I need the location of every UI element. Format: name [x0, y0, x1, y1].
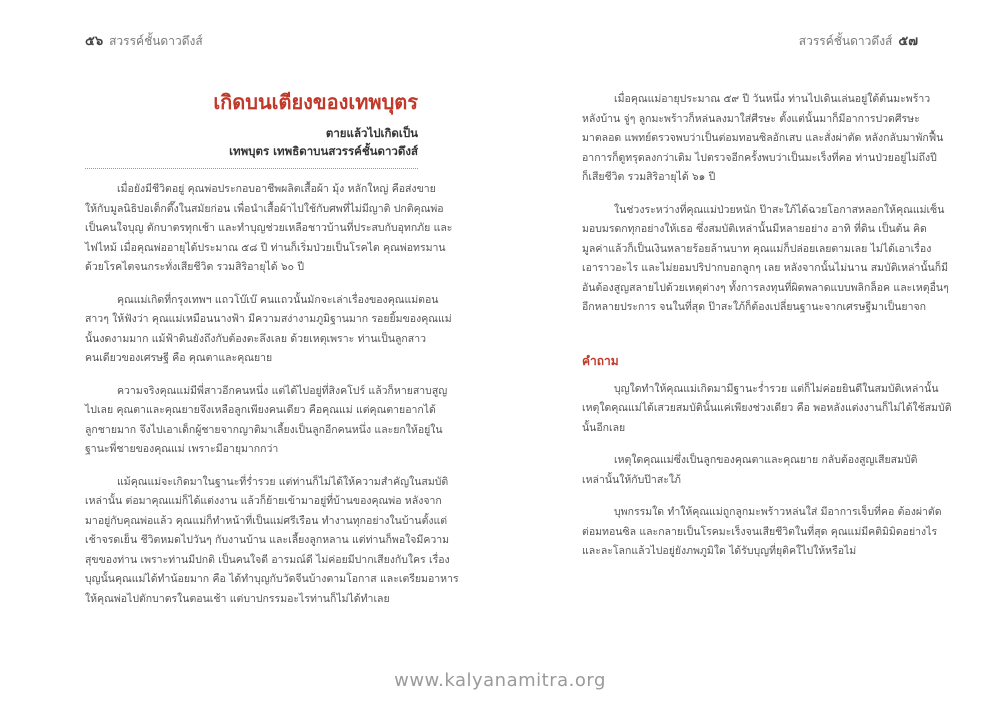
paragraph: บุพกรรมใด ทำให้คุณแม่ถูกลูกมะพร้าวหล่นใส่ มีอาการเจ็บที่คอ ต้องผ่าตัด ต่อมทอนซิล และกลายเป็นโรคมะเร็งจนเสียชีวิตในที่สุด คุณแม่มีคติมิมิดอย่างไร และละโลกแล้วไปอยู่ยังภพภูมิใด ได้รับบุญที่ยุติคใไปให้หรือไม่ [582, 506, 942, 557]
left-page-number: ๕๖ [85, 34, 104, 49]
right-page [500, 0, 1000, 707]
chapter-subtitle-line-1: ตายแล้วไปเกิดเป็น [325, 126, 418, 140]
chapter-title: เกิดบนเตียงของเทพบุตร [213, 90, 418, 114]
right-running-head [799, 30, 918, 51]
website-watermark: www.kalyanamitra.org [394, 670, 606, 691]
paragraph: ในช่วงระหว่างที่คุณแม่ป่วยหนัก ป๊าสะใภ้ได้ฉวยโอกาสหลอกให้คุณแม่เซ็น มอบมรดกทุกอย่างให้เธอ ซึ่งสมบัติเหล่านั้นมีหลายอย่าง อาทิ ที่ดิน เป็นต้น คิด มูลค่าแล้วก็เป็นเงินหลายร้อยล้านบาท คุณแม่ก็ปล่อยเลยตามเลย ไม่ได้เอาเรื่อง เอาราวอะไร และไม่ยอมปริปากบอกลูกๆ เลย หลังจากนั้นไม่นาน สมบัติเหล่านั้นก็มี อันต้องสูญสลายไปด้วยเหตุต่างๆ ทั้งการลงทุนที่ผิดพลาดแบบพลิกล็อค และเหตุอื่นๆ อีกหลายประการ จนในที่สุด ป๊าสะใภ้ก็ต้องเปลี่ยนฐานะจากเศรษฐีมาเป็นยาจก [582, 203, 949, 313]
paragraph: แม้คุณแม่จะเกิดมาในฐานะที่ร่ำรวย แต่ท่านก็ไม่ได้ให้ความสำคัญในสมบัติ เหล่านั้น ต่อมาคุณแม่ก็ได้แต่งงาน แล้วก็ย้ายเข้ามาอยู่ที่บ้านของคุณพ่อ หลังจาก มาอยู่กับคุณพ่อแล้ว คุณแม่ก็ทำหน้าที่เป็นแม่ศรีเรือน ทำงานทุกอย่างในบ้านตั้งแต่ เช้าจรดเย็น ชีวิตหมดไปวันๆ กับงานบ้าน และเลี้ยงลูกหลาน แต่ท่านก็พอใจมีความ สุขของท่าน เพราะท่านมีปกติ เป็นคนใจดี อารมณ์ดี ไม่ค่อยมีปากเสียงกับใคร เรื่อง บุญนั้นคุณแม่ได้ทำน้อยมาก คือ ได้ทำบุญกับวัดจีนบ้างตามโอกาส และเตรียมอาหาร ให้คุณพ่อไปตักบาตรในตอนเช้า แต่บาปกรรมอะไรท่านก็ไม่ได้ทำเลย [85, 475, 459, 605]
chapter-header [85, 88, 418, 169]
paragraph: เหตุใดคุณแม่ซึ่งเป็นลูกของคุณตาและคุณยาย กลับต้องสูญเสียสมบัติ เหล่านั้นให้กับป๊าสะใภ้ [582, 454, 918, 486]
left-body-text [85, 180, 459, 622]
right-running-title: สวรรค์ชั้นดาวดึงส์ [798, 34, 893, 48]
dotted-divider [85, 168, 418, 169]
right-page-number: ๕๗ [898, 34, 918, 49]
chapter-subtitle-line-2: เทพบุตร เทพธิดาบนสวรรค์ชั้นดาวดึงส์ [229, 144, 418, 158]
left-running-title: สวรรค์ชั้นดาวดึงส์ [109, 34, 203, 48]
paragraph: คุณแม่เกิดที่กรุงเทพฯ แถวโบ๊เบ๊ คนแถวนั้นมักจะเล่าเรื่องของคุณแม่ตอน สาวๆ ให้ฟังว่า คุณแม่เหมือนนางฟ้า มีความสง่างามภูมิฐานมาก รอยยิ้มของคุณแม่ นั้นงดงามมาก แม้ฟ้าดินยังถึงกับต้องตะลึงเลย ด้วยเหตุเพราะ ท่านเป็นลูกสาว คนเดียวของเศรษฐี คือ คุณตาและคุณยาย [85, 293, 452, 364]
right-body-text [582, 90, 952, 575]
left-running-head [85, 30, 203, 51]
paragraph: ความจริงคุณแม่มีพี่สาวอีกคนหนึ่ง แต่ได้ไปอยู่ที่สิงคโปร์ แล้วก็หายสาบสูญ ไปเลย คุณตาและคุณยายจึงเหลือลูกเพียงคนเดียว คือคุณแม่ แต่คุณตายอากได้ ลูกชายมาก จึงไปเอาเด็กผู้ชายจากญาติมาเลี้ยงเป็นลูกอีกคนหนึ่ง และยกให้อยู่ใน ฐานะพี่ชายของคุณแม่ เพราะมีอายุมากกว่า [85, 384, 448, 455]
paragraph: เมื่อยังมีชีวิตอยู่ คุณพ่อประกอบอาชีพผลิตเสื้อผ้า มุ้ง หลักใหญ่ คือส่งขาย ให้กับมูลนิธิปอเต็กตึ๊งในสมัยก่อน เพื่อนำเสื้อผ้าไปใช้กับศพที่ไม่มีญาติ ปกติคุณพ่อ เป็นคนใจบุญ ตักบาตรทุกเช้า และทำบุญช่วยเหลือชาวบ้านที่ประสบกับอุทกภัย และ ไฟไหม้ เมื่อคุณพ่ออายุได้ประมาณ ๕๘ ปี ท่านก็เริ่มป่วยเป็นโรคไต คุณพ่อทรมาน ด้วยโรคไตจนกระทั่งเสียชีวิต รวมสิริอายุได้ ๖๐ ปี [85, 183, 453, 273]
paragraph: บุญใดทำให้คุณแม่เกิดมามีฐานะร่ำรวย แต่ก็ไม่ค่อยยินดีในสมบัติเหล่านั้น เหตุใดคุณแม่ได้เสวยสมบัตินั้นแค่เพียงช่วงเดียว คือ พอหลังแต่งงานก็ไม่ได้ใช้สมบัติ นั้นอีกเลย [582, 382, 952, 434]
question-heading: คำถาม [582, 353, 619, 368]
paragraph: เมื่อคุณแม่อายุประมาณ ๕๙ ปี วันหนึ่ง ท่านไปเดินเล่นอยู่ใต้ต้นมะพร้าว หลังบ้าน จู่ๆ ลูกมะพร้าวก็หล่นลงมาใส่ศีรษะ ตั้งแต่นั้นมาก็มีอาการปวดศีรษะ มาตลอด แพทย์ตรวจพบว่าเป็นต่อมทอนซิลอักเสบ และสั่งผ่าตัด หลังกลับมาพักฟื้น อาการก็ดูทรุดลงกว่าเดิม ไปตรวจอีกครั้งพบว่าเป็นมะเร็งที่คอ ท่านป่วยอยู่ไม่ถึงปี ก็เสียชีวิต รวมสิริอายุได้ ๖๑ ปี [582, 93, 944, 183]
